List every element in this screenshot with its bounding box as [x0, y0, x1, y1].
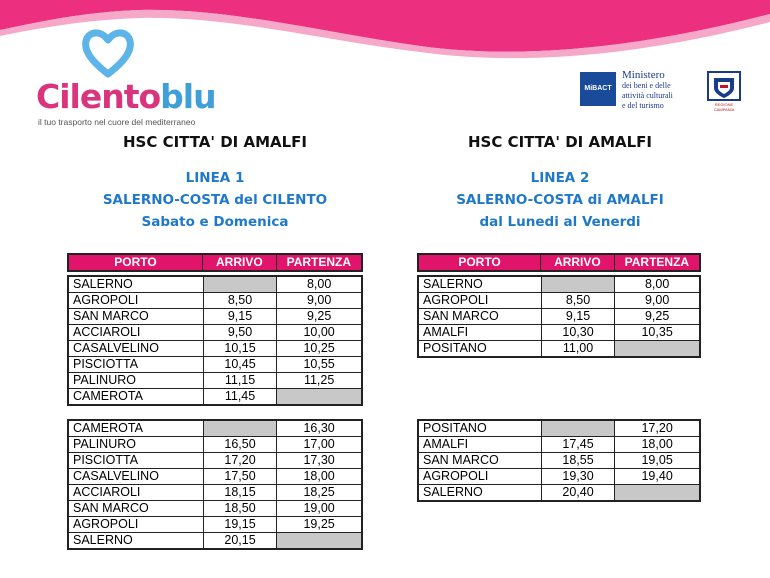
arrival-cell: 9,15 — [541, 309, 614, 325]
right-days: dal Lunedi al Venerdi — [479, 214, 641, 230]
arrival-cell: 19,15 — [203, 517, 276, 533]
table-row — [68, 341, 362, 357]
region-label: REGIONE CAMPANIA — [713, 102, 735, 112]
table-row — [68, 293, 362, 309]
mibac-mark: MiBACT — [580, 72, 616, 106]
left-heading — [60, 133, 370, 233]
table-row — [68, 420, 362, 437]
departure-cell: 10,35 — [615, 325, 700, 341]
table-row — [68, 276, 362, 293]
left-days: Sabato e Domenica — [141, 214, 289, 230]
departure-cell: 17,20 — [615, 420, 700, 437]
logo-word-blu: blu — [160, 77, 216, 116]
table-row — [418, 420, 700, 437]
departure-cell: 9,25 — [277, 309, 362, 325]
departure-cell: 11,25 — [277, 373, 362, 389]
table-row — [68, 373, 362, 389]
port-cell: CASALVELINO — [68, 469, 203, 485]
port-cell: SALERNO — [68, 276, 203, 293]
arrival-cell: 8,50 — [541, 293, 614, 309]
arrival-cell: 8,50 — [203, 293, 276, 309]
port-cell: CAMEROTA — [68, 389, 203, 406]
header-arrivo: ARRIVO — [203, 254, 277, 271]
table-row — [418, 453, 700, 469]
header-row — [418, 254, 700, 271]
table-row — [418, 437, 700, 453]
table-row — [68, 501, 362, 517]
departure-cell: 16,30 — [277, 420, 362, 437]
port-cell: PALINURO — [68, 373, 203, 389]
departure-cell — [277, 533, 362, 550]
arrival-cell: 18,55 — [541, 453, 614, 469]
departure-cell: 10,00 — [277, 325, 362, 341]
departure-cell — [277, 389, 362, 406]
port-cell: CASALVELINO — [68, 341, 203, 357]
port-cell: AGROPOLI — [68, 517, 203, 533]
port-cell: SAN MARCO — [68, 309, 203, 325]
port-cell: AMALFI — [418, 437, 541, 453]
port-cell: AGROPOLI — [418, 469, 541, 485]
departure-cell: 8,00 — [277, 276, 362, 293]
port-cell: ACCIAROLI — [68, 325, 203, 341]
ministry-line-4: e del turismo — [622, 101, 664, 110]
port-cell: CAMEROTA — [68, 420, 203, 437]
port-cell: AGROPOLI — [68, 293, 203, 309]
arrival-cell: 20,15 — [203, 533, 276, 550]
header-row — [68, 254, 362, 271]
header-arrivo: ARRIVO — [541, 254, 615, 271]
port-cell: AGROPOLI — [418, 293, 541, 309]
port-cell: PISCIOTTA — [68, 357, 203, 373]
departure-cell: 18,25 — [277, 485, 362, 501]
table-row — [418, 325, 700, 341]
arrival-cell: 17,50 — [203, 469, 276, 485]
arrival-cell: 20,40 — [541, 485, 614, 502]
right-outbound-table — [417, 275, 701, 358]
table-row — [68, 357, 362, 373]
port-cell: AMALFI — [418, 325, 541, 341]
left-outbound-table — [67, 275, 363, 406]
departure-cell — [615, 485, 700, 502]
left-line-number: LINEA 1 — [185, 170, 245, 186]
arrival-cell — [541, 276, 614, 293]
right-route: SALERNO-COSTA di AMALFI — [456, 192, 664, 208]
left-route: SALERNO-COSTA del CILENTO — [102, 192, 328, 208]
arrival-cell: 10,45 — [203, 357, 276, 373]
ministry-line-3: attività culturali — [622, 91, 673, 100]
arrival-cell: 11,00 — [541, 341, 614, 358]
arrival-cell: 11,15 — [203, 373, 276, 389]
table-row — [418, 276, 700, 293]
table-row — [68, 437, 362, 453]
port-cell: ACCIAROLI — [68, 485, 203, 501]
arrival-cell — [203, 276, 276, 293]
arrival-cell: 9,15 — [203, 309, 276, 325]
departure-cell: 19,05 — [615, 453, 700, 469]
arrival-cell: 17,20 — [203, 453, 276, 469]
arrival-cell: 19,30 — [541, 469, 614, 485]
logo-word-cilento: Cilento — [36, 77, 161, 116]
header-partenza: PARTENZA — [276, 254, 362, 271]
port-cell: POSITANO — [418, 341, 541, 358]
header-porto: PORTO — [418, 254, 541, 271]
table-row — [418, 309, 700, 325]
table-row — [68, 533, 362, 550]
table-row — [68, 309, 362, 325]
header-partenza: PARTENZA — [614, 254, 700, 271]
cilentoblu-logo — [30, 28, 216, 128]
left-header-table — [67, 253, 363, 272]
table-row — [68, 469, 362, 485]
port-cell: SAN MARCO — [68, 501, 203, 517]
right-vessel-name: HSC CITTA' DI AMALFI — [467, 133, 653, 151]
departure-cell: 9,00 — [277, 293, 362, 309]
header-porto: PORTO — [68, 254, 203, 271]
arrival-cell: 18,50 — [203, 501, 276, 517]
logo-tagline: il tuo trasporto nel cuore del mediterraneo — [38, 117, 196, 127]
port-cell: POSITANO — [418, 420, 541, 437]
table-row — [68, 485, 362, 501]
right-heading — [405, 133, 715, 233]
departure-cell: 9,25 — [615, 309, 700, 325]
ministry-text — [622, 70, 692, 111]
table-row — [68, 389, 362, 406]
arrival-cell: 10,30 — [541, 325, 614, 341]
ministry-title: Ministero — [622, 69, 665, 81]
departure-cell: 10,25 — [277, 341, 362, 357]
heart-icon — [82, 28, 134, 78]
arrival-cell — [541, 420, 614, 437]
arrival-cell — [203, 420, 276, 437]
port-cell: PISCIOTTA — [68, 453, 203, 469]
departure-cell: 19,00 — [277, 501, 362, 517]
region-crest — [706, 70, 742, 110]
crest-icon — [706, 70, 742, 102]
departure-cell — [615, 341, 700, 358]
table-row — [418, 469, 700, 485]
table-row — [418, 485, 700, 502]
port-cell: SALERNO — [68, 533, 203, 550]
right-header-table — [417, 253, 701, 272]
arrival-cell: 17,45 — [541, 437, 614, 453]
table-row — [68, 325, 362, 341]
departure-cell: 9,00 — [615, 293, 700, 309]
arrival-cell: 11,45 — [203, 389, 276, 406]
departure-cell: 18,00 — [615, 437, 700, 453]
ministry-line-2: dei beni e delle — [622, 81, 671, 90]
departure-cell: 19,40 — [615, 469, 700, 485]
ministry-logo — [580, 68, 690, 110]
port-cell: SALERNO — [418, 276, 541, 293]
left-return-table — [67, 419, 363, 550]
right-line-number: LINEA 2 — [530, 170, 590, 186]
port-cell: SAN MARCO — [418, 309, 541, 325]
port-cell: SAN MARCO — [418, 453, 541, 469]
departure-cell: 10,55 — [277, 357, 362, 373]
table-row — [68, 517, 362, 533]
departure-cell: 17,30 — [277, 453, 362, 469]
departure-cell: 18,00 — [277, 469, 362, 485]
departure-cell: 17,00 — [277, 437, 362, 453]
arrival-cell: 9,50 — [203, 325, 276, 341]
departure-cell: 19,25 — [277, 517, 362, 533]
table-row — [418, 341, 700, 358]
departure-cell: 8,00 — [615, 276, 700, 293]
logo-wordmark — [36, 77, 216, 116]
right-return-table — [417, 419, 701, 502]
port-cell: PALINURO — [68, 437, 203, 453]
arrival-cell: 18,15 — [203, 485, 276, 501]
arrival-cell: 10,15 — [203, 341, 276, 357]
left-vessel-name: HSC CITTA' DI AMALFI — [122, 133, 308, 151]
table-row — [418, 293, 700, 309]
arrival-cell: 16,50 — [203, 437, 276, 453]
table-row — [68, 453, 362, 469]
port-cell: SALERNO — [418, 485, 541, 502]
